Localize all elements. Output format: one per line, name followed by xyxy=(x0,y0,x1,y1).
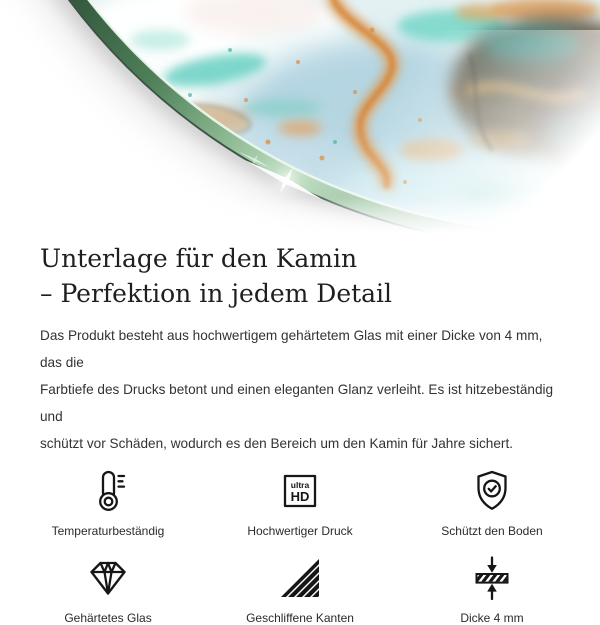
feature-print-quality xyxy=(204,467,396,538)
feature-label: Geschliffene Kanten xyxy=(246,611,354,625)
feature-polished-edges xyxy=(204,554,396,625)
thermometer-icon xyxy=(84,467,132,515)
thickness-icon xyxy=(468,554,516,602)
glass-panel-illustration xyxy=(0,0,600,235)
feature-label: Gehärtetes Glas xyxy=(64,611,152,625)
feature-floor-protection xyxy=(396,467,588,538)
feature-label: Hochwertiger Druck xyxy=(247,524,353,538)
diamond-icon xyxy=(84,554,132,602)
feature-label: Schützt den Boden xyxy=(441,524,543,538)
page-title-line1: Unterlage für den Kamin xyxy=(40,244,358,273)
ultra-hd-icon xyxy=(276,467,324,515)
page-title xyxy=(40,241,560,311)
feature-tempered-glass xyxy=(12,554,204,625)
product-image xyxy=(0,0,600,235)
feature-grid xyxy=(0,467,600,625)
page-title-line2: – Perfektion in jedem Detail xyxy=(40,279,393,308)
shield-check-icon xyxy=(468,467,516,515)
feature-temperature xyxy=(12,467,204,538)
svg-text:HD: HD xyxy=(290,489,310,504)
product-description xyxy=(40,322,564,457)
beveled-edges-icon xyxy=(276,554,324,602)
feature-thickness xyxy=(396,554,588,625)
description-line: Das Produkt besteht aus hochwertigem gehärtetem Glas mit einer Dicke von 4 mm, das die xyxy=(40,328,543,370)
feature-label: Temperaturbeständig xyxy=(51,524,165,538)
svg-text:ultra: ultra xyxy=(290,480,310,490)
description-line: schützt vor Schäden, wodurch es den Bereich um den Kamin für Jahre sichert. xyxy=(40,436,514,451)
description-line: Farbtiefe des Drucks betont und einen eleganten Glanz verleiht. Es ist hitzebeständig und xyxy=(40,382,554,424)
fade-overlay-bottom xyxy=(0,198,600,235)
feature-label: Dicke 4 mm xyxy=(460,611,524,625)
